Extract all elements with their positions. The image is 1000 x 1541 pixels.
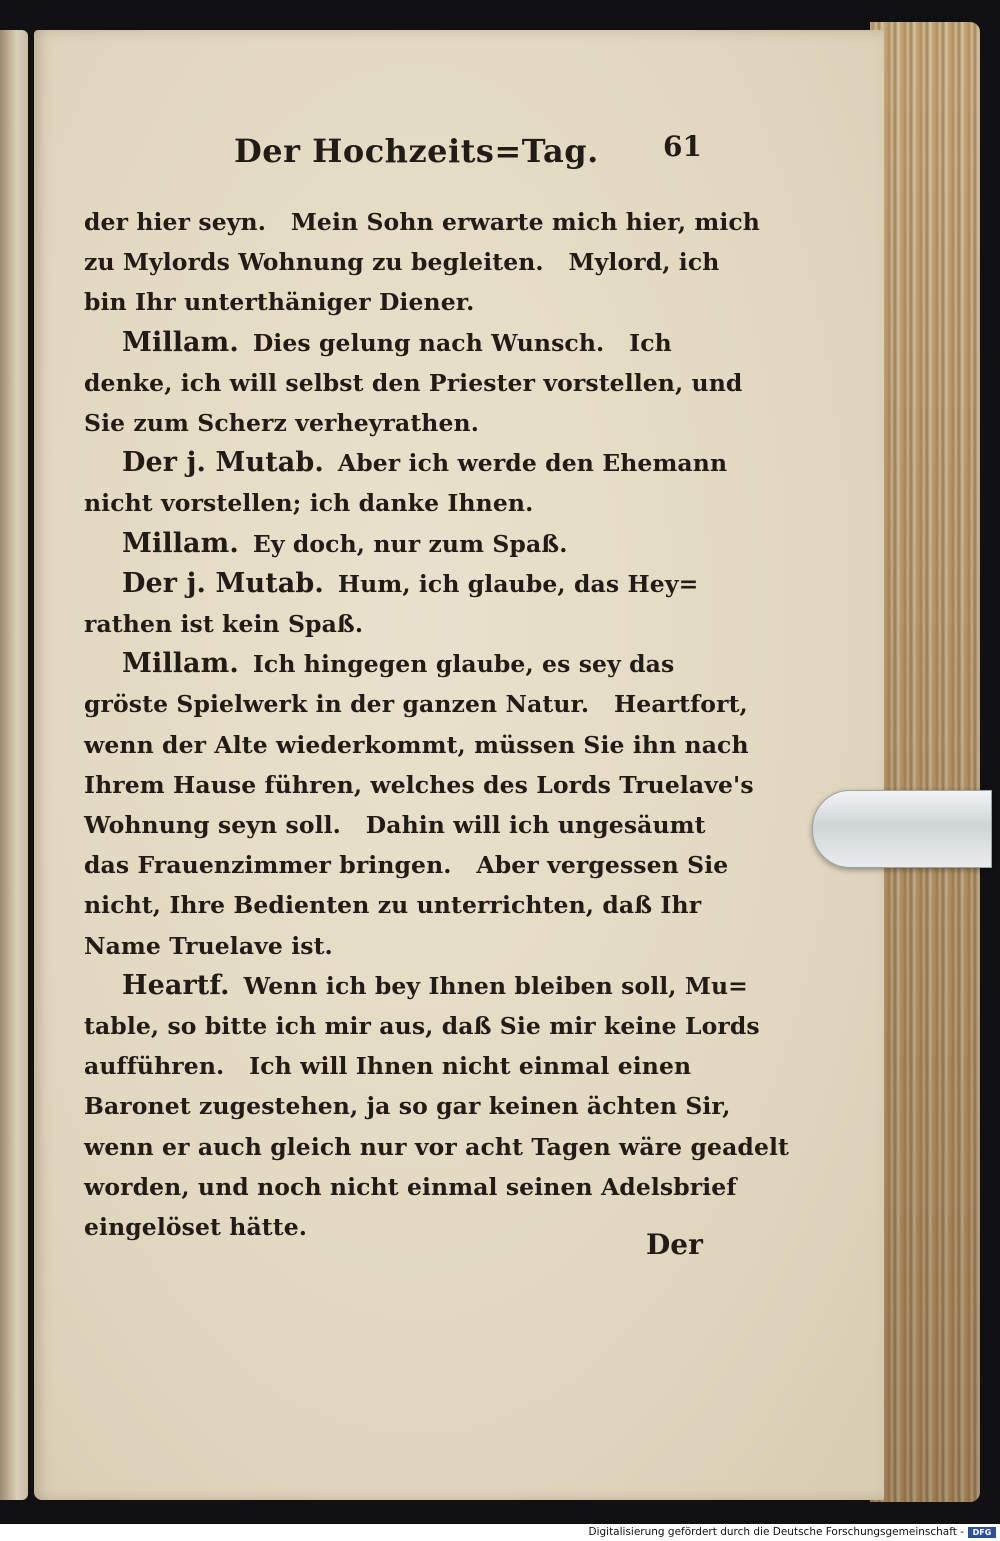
line-text: der hier seyn. Mein Sohn erwarte mich hier, mich xyxy=(84,208,760,236)
catchword: Der xyxy=(646,1228,703,1261)
text-line xyxy=(84,765,754,805)
text-line xyxy=(84,483,700,523)
line-text: bin Ihr unterthäniger Diener. xyxy=(84,288,475,317)
text-line xyxy=(84,926,700,966)
page-text xyxy=(84,128,789,1247)
speaker-name: Der j. Mutab. xyxy=(122,447,324,479)
text-line xyxy=(84,1207,700,1247)
text-line xyxy=(84,966,748,1006)
line-text: wenn der Alte wiederkommt, müssen Sie ihn nach xyxy=(84,730,749,759)
text-lines xyxy=(84,202,789,1247)
book-page-edges xyxy=(870,22,980,1502)
dfg-logo-icon: DFG xyxy=(968,1527,996,1538)
speaker-name: Millam. xyxy=(122,648,239,680)
line-text: Hum, ich glaube, das Hey= xyxy=(337,569,699,598)
speaker-name: Millam. xyxy=(122,527,239,559)
text-line xyxy=(84,242,720,282)
text-line xyxy=(84,1046,700,1086)
text-line xyxy=(84,403,700,443)
text-line xyxy=(84,845,729,885)
line-text: aufführen. Ich will Ihnen nicht einmal einen xyxy=(84,1052,692,1081)
text-line xyxy=(84,805,706,845)
footer-credit: Digitalisierung gefördert durch die Deutsche Forschungsgemeinschaft - xyxy=(588,1526,964,1538)
text-line xyxy=(84,1006,760,1046)
text-line xyxy=(84,725,749,765)
line-text: Name Truelave ist. xyxy=(84,931,333,960)
speaker-name: Millam. xyxy=(122,326,239,358)
speaker-name: Heartf. xyxy=(122,969,230,1001)
line-text: Sie zum Scherz verheyrathen. xyxy=(84,409,479,438)
line-text: nicht, Ihre Bedienten zu unterrichten, daß Ihr xyxy=(84,891,702,920)
page-number: 61 xyxy=(663,130,702,163)
running-head-title: Der Hochzeits=Tag. xyxy=(234,132,599,170)
line-text: gröste Spielwerk in der ganzen Natur. Heartfort, xyxy=(84,690,748,719)
line-text: Dies gelung nach Wunsch. Ich xyxy=(252,328,672,357)
line-text: eingelöset hätte. xyxy=(84,1213,308,1242)
line-text: worden, und noch nicht einmal seinen Adelsbrief xyxy=(84,1172,737,1201)
speaker-name: Der j. Mutab. xyxy=(122,567,324,599)
line-text: Ich hingegen glaube, es sey das xyxy=(252,650,675,679)
line-text: das Frauenzimmer bringen. Aber vergessen Sie xyxy=(84,851,729,880)
line-text: Aber ich werde den Ehemann xyxy=(337,449,728,478)
text-line xyxy=(84,323,700,363)
text-line xyxy=(84,202,760,242)
line-text: Ey doch, nur zum Spaß. xyxy=(252,529,568,558)
text-line xyxy=(84,604,700,644)
line-text: wenn er auch gleich nur vor acht Tagen wäre geadelt xyxy=(84,1132,789,1161)
text-line xyxy=(84,885,700,925)
text-line xyxy=(84,524,700,564)
line-text: table, so bitte ich mir aus, daß Sie mir keine Lords xyxy=(84,1012,760,1041)
text-line xyxy=(84,1167,737,1207)
text-line xyxy=(84,1127,789,1167)
line-text: denke, ich will selbst den Priester vorstellen, und xyxy=(84,368,743,397)
line-text: zu Mylords Wohnung zu begleiten. Mylord, ich xyxy=(84,248,720,277)
text-line xyxy=(84,564,700,604)
running-head xyxy=(84,128,700,180)
text-line xyxy=(84,684,748,724)
line-text: rathen ist kein Spaß. xyxy=(84,610,364,639)
page-holder-clip xyxy=(812,790,992,868)
line-text: Ihrem Hause führen, welches des Lords Truelave's xyxy=(84,770,754,799)
text-line xyxy=(84,363,743,403)
digitization-footer xyxy=(0,1524,1000,1541)
line-text: Wenn ich bey Ihnen bleiben soll, Mu= xyxy=(243,971,748,1000)
text-line xyxy=(84,282,700,322)
line-text: Baronet zugestehen, ja so gar keinen ächten Sir, xyxy=(84,1092,731,1121)
text-line xyxy=(84,443,728,483)
facing-page-edge xyxy=(0,30,28,1500)
text-line xyxy=(84,1086,731,1126)
line-text: Wohnung seyn soll. Dahin will ich ungesäumt xyxy=(84,811,706,840)
text-line xyxy=(84,644,700,684)
line-text: nicht vorstellen; ich danke Ihnen. xyxy=(84,489,534,518)
